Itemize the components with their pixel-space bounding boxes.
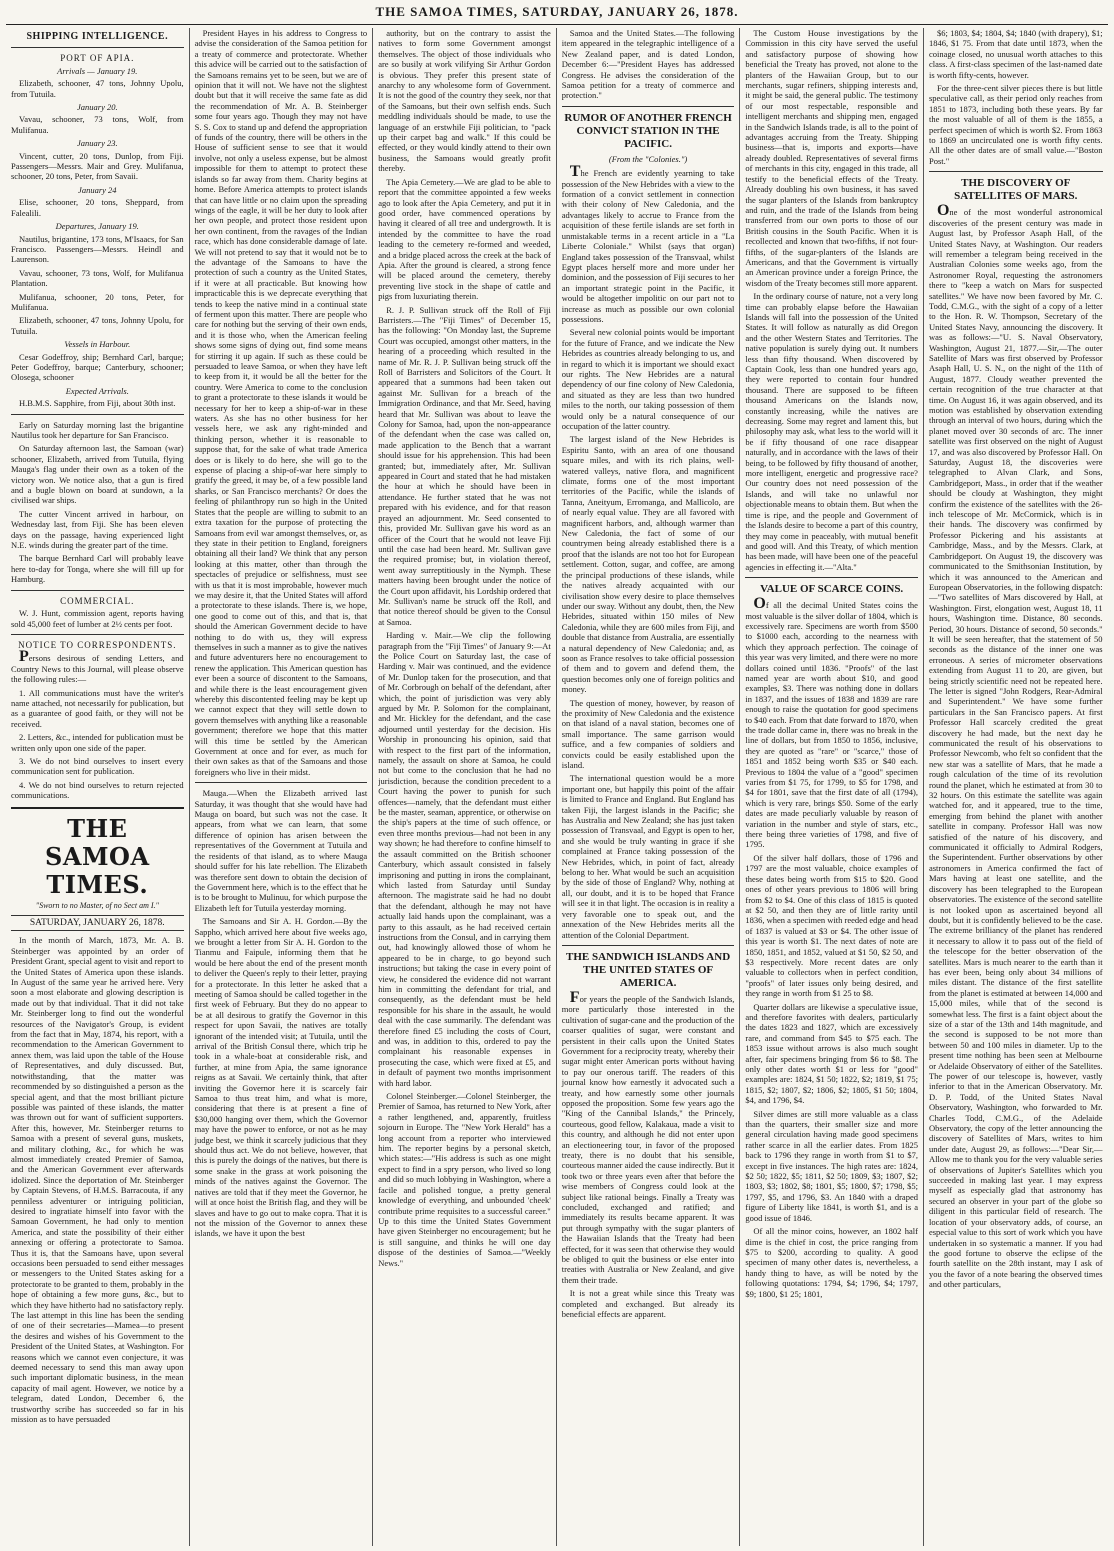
motto: "Sworn to no Master, of no Sect am I." — [35, 900, 159, 910]
column-4 — [557, 28, 741, 1546]
sandwich-text: For years the people of the Sandwich Islands, more particularly those interested in the cultivation of sugar-cane and the production of the coarser qualities of sugar, were constant and persistent in their calls upon the United States Government for a reciprocity treaty, whereby their sugar might enter American ports without having to pay our onerous tariff. The readers of this journal know how earnestly it advocated such a treaty, and how earnestly some other journals opposed the proposition. Some few years ago the "King of the Cannibal Islands," the Princely, courteous, good fellow, Kalakaua, made a visit to this country, and although he did not enter upon an electioneering tour, in favor of the proposed treaty, there is no doubt that his sensible, courteous manner aided the cause indirectly. But it took two or three years even after that before the wise members of Congress could look at the subject like rational beings. Finally a Treaty was concluded, exchanged and ratified; and immediately its results became apparent. It was put through sympathy with the sugar planters of the Hawaiian Islands that the Treaty had been effected, for it was seen that otherwise they would be obliged to quit the business or else enter into treaties with Australia or New Zealand, and give them their trade. — [561, 988, 735, 1285]
departure-entry: Mulifanua, schooner, 20 tons, Peter, for Mulifanua. — [11, 291, 184, 312]
top-rule — [6, 24, 1108, 25]
divider — [11, 47, 184, 48]
date-line: January 23. — [76, 138, 118, 149]
coins-continued: $6; 1803, $4; 1804, $4; 1840 (with drapery), $1; 1846, $1 75. From that date until 1873, when the coinage closed, no unusual worth attaches to this class. A first-class specimen of the last-named date is worth fifty-cents, however. — [928, 28, 1103, 80]
shipping-news: Early on Saturday morning last the brigantine Nautilus took her departure for San Francisco. — [11, 419, 184, 440]
editorial-text: In the month of March, 1873, Mr. A. B. Steinberger was appointed by an order of President Grant, special agent to visit and report to the United States of America upon these islands. In August of the same year he arrived here. Very soon a most elaborate and glowing description is made out by that individual. That it did not take Mr. Steinberger long to find out the wonderful resources of the Navigator's Group, is evident from the fact that in May, 1874, his report, with a recommendation to the American Government to annex them, was laid upon the table of the House of Representatives, and duly discussed. But, notwithstanding, that the matter was recommended by so distinguished a person as the special agent, and that the most brilliant picture possible was painted of these islands, the matter was thrown out for want of sufficient supporters. After this, however, Mr. Steinberger returns to Samoa with a present of several guns, muskets, and military clothing, &c., for which he was almost immediately created Premier of Samoa, and the American Government ever afterwards idolized. Since the deportation of Mr. Steinberger by Captain Stevens, of H.M.S. Barracouta, if any penniless adventurer or intriguing politician, desired to ingratiate himself into favor with the Samoan Government, he had only to mention America, and state the possibility of their either annexing or offering a protectorate to Samoa. Thus it is, that the Samoans have, upon several occasions been persuaded to send either messages or messengers to the United States asking for a protectorate to be granted to them, probably in the hope of obtaining a few more guns, &c., but to which they have hitherto had no satisfactory reply. The last attempt in this line has been the sending of one of their secretaries—Mamea—to present the desires and wishes of his Government to the President of the United States, at Washington. For reasons which we cannot even conjecture, it was deemed necessary to send this man away upon such important diplomatic business, in the mean capacity of mail agent. However, we notice by a telegram, dated London, December 6, the trustworthy scribe has succeeded so far in his mission as to have persuaded — [11, 935, 184, 1425]
departure-entry: Nautilus, brigantine, 173 tons, M'Isaacs, for San Francisco. Passengers—Messrs. Heindl and Laurenson. — [11, 233, 184, 265]
news-sullivan: R. J. P. Sullivan struck off the Roll of Fiji Barristers.—The "Fiji Times" of December 15, has the following: "On Monday last, the Supreme Court was occupied, amongst other matters, in the hearing of a proceeding which resulted in the name of Mr. R. J. P. Sullivan being struck off the Roll of Barristers and Solicitors of the Court. It appeared that a summons had been taken out against Mr. Sullivan for a breach of the Immigration Ordinance, and that Mr. Seed, having heard that Mr. Sullivan was about to leave the Colony for Samoa, had, upon the non-appearance of the defendant when the case was called on, made application to the Bench that a warrant should issue for his apprehension. This had been granted; but, immediately after, Mr. Sullivan appeared in Court and stated that he had mistaken the hour at which he should have been in attendance. He further stated that he was not prepared with his evidence, and for that reason prayed an adjournment. Mr. Seed consented to this, provided Mr. Sullivan gave his word as an officer of the Court that he would not leave Fiji until the case had been heard. Mr. Sullivan gave the required promise; but, in violation thereof, went away surreptitiously in the Nymph. These matters having been brought under the notice of the Court upon affidavit, his Lordship ordered that Mr. Sullivan's name be struck off the Roll, and that notice thereof should be given to the Consul at Samoa. — [378, 304, 551, 627]
notice-rule: 2. Letters, &c., intended for publication must be written only upon one side of the paper. — [11, 732, 184, 753]
arrival-entry: Vincent, cutter, 20 tons, Dunlop, from Fiji. Passengers—Messrs. Mair and Grey. Mulifanua, schooner, 20 tons, Peter, from Savaii. — [11, 150, 184, 182]
coins-heading: VALUE OF SCARCE COINS. — [760, 583, 904, 596]
commercial-heading: COMMERCIAL. — [60, 595, 135, 606]
divider — [11, 807, 184, 809]
coins-text: Of the silver half dollars, those of 1796 and 1797 are the most valuable, choice examples of these dates being worth from $15 to $20. Good ones of other years previous to 1806 will bring from $2 to $4. One of this class of 1815 is quoted at $2 50, and then they are of little rarity until 1836, when a specimen with reeded edge and head of 1837 is valued at $3 or $4. The other issue of this year is worth $1. The next dates of note are 1850, 1851, and 1852, valued at $1 50, $2 50, and $3 respectively. More recent dates are only valuable to collectors when in perfect condition, "proofs" of later issues only being desired, and they range in worth from $1 25 to $8. — [745, 852, 918, 999]
column-3 — [373, 28, 557, 1546]
coins-text: Of all the minor coins, however, an 1802 half dime is the chief in cost, the price ranging from $75 to $200, according to quality. A good specimen of many other dates is, nevertheless, a handy thing to have, as will be noted by the following quotations: 1794, $4; 1796, $4; 1797, $9; 1800, $1 25; 1801, — [745, 1226, 918, 1299]
date-line: January 20. — [76, 102, 118, 113]
divider — [11, 634, 184, 635]
date-line: January 24 — [78, 184, 117, 195]
dateline: SATURDAY, JANUARY 26, 1878. — [11, 915, 184, 931]
expected-heading: Expected Arrivals. — [65, 385, 129, 396]
coins-text: Silver dimes are still more valuable as a class than the quarters, their smaller size and more general circulation having made good specimens rather scarce in all the earlier dates. From 1825 back to 1796 they range in worth from $1 to $7, except in five instances. The high rates are: 1824, $2 50; 1822, $5; 1811, $2 50; 1809, $3; 1807, $2; 1803, $3; 1802, $8; 1801, $5; 1800, $7; 1798, $5; 1797, $5, and 1796, $3. An 1840 with a draped figure of Liberty like 1841, is worth $1, and is a good issue of 1846. — [745, 1108, 918, 1223]
notice-intro: Persons desirous of sending Letters, and Country News to this Journal, will please observe the following rules:— — [11, 648, 184, 685]
port-heading: PORT OF APIA. — [60, 53, 135, 64]
mars-text: One of the most wonderful astronomical discoveries of the present century was made in August last, by Professor Asaph Hall, of the United States Navy, at Washington. Our readers will remember a telegram being received in the Australian Colonies some weeks ago, from the Astronomer Royal, requesting the astronomers there to "keep a watch on Mars for suspected satellites." We have now been favored by Mr. C. Todd, C.M.G., with the sight of a copy of a letter to the Hon. R. W. Thompson, Secretary of the United States Navy, announcing the discovery. It was as follows:—"U. S. Naval Observatory, Washington, August 21, 1877.—Sir,—The outer Satellite of Mars was first observed by Professor Asaph Hall, U. S. N., on the night of the 11th of August, 1877. Cloudy weather prevented the certain recognition of the true character at that time. On August 16, it was again observed, and its motion was established by observation extending through an interval of two hours, during which the planet moved over 30 seconds of arc. The inner satellite was first observed on the night of August 17, and was also discovered by Professor Hall. On Saturday, August 18, the discoveries were telegraphed to Alvan Clark, and Sons, Cambridgeport, Mass., in order that if the weather should be cloudy at Washington, they might confirm the existence of the satellites with the 26-inch telescope of Mr. McCormick, which is in their hands. The discovery was confirmed by Professor Pickering and his assistants at Cambridge, Mass., and by the Messrs. Clark, at Cambridgeport. On August 19, the discovery was communicated to the Smithsonian Institution, by which it was announced to the American and European Observatories, in the following dispatch:—"Two satellites of Mars discovered by Hall, at Washington. First, elongation west, August 18, 11 hours, Washington time. Distance, 80 seconds. Period, 30 hours. Distance of second, 50 seconds." It will be seen hereafter, that the statement of 50 seconds as the distance of the inner one was erroneous. A series of micrometer observations extending from August 11 to 20, are given, but being strictly scientific need not be repeated here. The letter is signed "John Rodgers, Rear-Admiral and Superintendent." We have some further particulars in the San Francisco papers. At first Professor Hall scarcely credited the great discovery he had made, but the next day he communicated the result of his observations to Professor Newcomb, who felt so confident that the new star was a satellite of Mars, that he made a rough calculation of the time of its revolution round the planet, which he estimated at from 30 to 32 hours. On this estimate the satellite was again watched for, and it appeared, true to the time, emerging from behind the planet with another satellite in company. Professor Hall was now satisfied of the nature of his discovery, and communicated it officially to Admiral Rodgers, the Superintendent. Further observations by other astronomers in America confirmed the fact of Mars having at least one satellite, and the discovery has been telegraphed to the European observatories. The existence of the second satellite is not looked upon as ascertained beyond all doubt, but it is confidently believed to be the case. The extreme brilliancy of the planet has rendered it necessary to allow it to pass out of the field of the telescope for the better observation of the satellites. Mars is much nearer to the earth than it has ever been, being only about 34 millions of miles distant. The distance of the first satellite from the planet is estimated at between 14,000 and 15,000 miles, while that of the second is somewhat less. The first is a faint object about the size of a star of the 13th and 14th magnitude, and the second is supposed to be not more than between 50 and 100 miles in diameter. Up to the present time nothing has been seen at Melbourne or Adelaide Observatory of either of the Satellites. The power of our telescope is, however, vastly inferior to that in the American Observatory. Mr. D. P. Todd, of the United States Naval Observatory, Washington, who forwarded to Mr. Charles Todd, C.M.G., of the Adelaide Observatory, the copy of the letter announcing the discovery of Satellites of Mars, writes to him under date, August 29, as follows:—"Dear Sir,—Allow me to thank you for the very valuable series of observations of Jupiter's Satellites which you succeeded in making last year. I may express myself as especially glad that astronomy has secured an observer in your part of the globe so diligent in this particular field of research. The location of your observatory adds, of course, an especial value to this sort of work which you have undertaken in so systematic a manner. If you had the good fortune to observe the eclipse of the fourth satellite on the 28th instant, may I ask of you the favor of a note bearing the observed times and other particulars, — [928, 202, 1103, 1290]
commercial-text: W. J. Hunt, commission agent, reports having sold 45,000 feet of lumber at 2½ cents per foot. — [11, 608, 184, 629]
rumor-heading: RUMOR OF ANOTHER FRENCH CONVICT STATION IN THE PACIFIC. — [564, 111, 732, 150]
coins-text: Of all the decimal United States coins the most valuable is the silver dollar of 1804, which is excessively rare. Specimens are worth from $500 to $1000 each, according to the nearness with which they approach perfection. The coinage of this year was very limited, and there were no more dollars coined until 1836. "Proofs" of the last named year are worth about $10, and good examples, $3. There was nothing done in dollars in 1837, and the issues of 1838 and 1839 are rare enough to raise the quotation for good specimens to $40 each. From that date forward to 1870, when the trade dollar came in, there was no break in the line of dollars, but from 1850 to 1856, inclusive, they are quoted as "rare" or "scarce," those of 1851 and 1852 being worth $35 or $40 each. Previous to 1804 the value of a "good" specimen varies from $1 75, for 1799, to $5 for 1798, and $4 for 1801, save that the first date of all (1794), which is very rare, brings $50. Some of the early dates are made peculiarly valuable by reason of variation in the number and style of stars, etc., there being three varieties of 1798, and five of 1795. — [745, 595, 918, 850]
sandwich-text: It is not a great while since this Treaty was completed and exchanged. But already its beneficial effects are apparent. — [561, 1288, 735, 1320]
rumor-text: The French are evidently yearning to take possession of the New Hebrides with a view to the formation of a convict settlement in connection with their colony of New Caledonia, and the advantages likely to accrue to France from the acquisition of these fertile islands are set forth in unmistakable terms in a recent article in a "La Liberte Coloniale." Whilst (says that organ) England takes possession of the Transvaal, whilst Egypt places herself more and more under her dominion, and the possession of Fiji secures to her an important strategic point in the Pacific, it would be altogether impolitic on our part not to increase as much as possible our own colonial possessions. — [561, 163, 735, 324]
harbour-list: Cesar Godeffroy, ship; Bernhard Carl, barque; Peter Godeffroy, barque; Canterbury, schooner; Olosega, schooner — [11, 351, 184, 383]
mars-heading: THE DISCOVERY OF SATELLITES OF MARS. — [954, 177, 1078, 203]
sandwich-continued: The Custom House investigations by the Commission in this city have served the useful and satisfactory purpose of showing how beneficial the Treaty has proved, not alone to the planters of the Hawaiian Group, but to our merchants, sugar refiners, shipping interests and, it might be said, the general public. The testimony of our most respectable, responsible and intelligent merchants and shipping men, engaged in the Sandwich Islands trade, is all to the point of advantages accruing from the Treaty. Shipping business—that is, imports and exports—have already doubled. Representatives of several firms of merchants in this city, engaged in this trade, all testify to the beneficial effects of the Treaty. Already doubling his own business, it has saved the sugar planters of the Islands from bankruptcy and ruin, and the trade of the Islands from being transferred from our own ports to those of our British cousins in the South Pacific. When it is recollected and known that two-fifths, if not four-fifths, of the sugar-planters of the Islands are Americans, and that the Government is virtually an American province under a foreign Prince, the wisdom of the Treaty becomes still more apparent. — [745, 28, 918, 288]
editorial-continued: President Hayes in his address to Congress to advise the consideration of the Samoa petition for a treaty of commerce and protectorate. Whether this advice will be carried out to the satisfaction of the Samoans remains yet to be seen, but we are of opinion that it will not. We have not the slightest doubt but that it will receive the same fate as did the recommendation of Mr. A. B. Steinberger some four years ago. Though they may not have S. S. Cox to stand up and defend the appropriation of funds of the country, there will be others in the House of sufficient sense to see that it would involve, not only a useless expense, but be almost impossible for them to attempt to protect these islands so far away from them. Charity begins at home. Before America attempts to protect islands that can have little or no claim upon the spreading wings of the eagle, it will be her duty to look after her own people, and protect those resident upon her own continent, from the ravages of the Indian race, which has done considerable damage of late. We will not pretend to say that it would not be to the advantage of the Samoans to have the protection of such a country as the United States, if it were at all practicable. But knowing how impracticable this is we deprecate everything that tends to keep the native mind in a continual state of ferment upon this matter. There are people who care for nothing but the serving of their own ends, and it is those who, when the American feeling shows some signs of dying out, find some means for stirring it up again. If such as these could be persuaded to leave Samoa, or when they have left to keep from it, it would be all the better for the country. Were America to come to the conclusion to grant a protectorate to these islands it would be necessary for her to keep a ship-of-war in these waters. As she has no other business for her vessels here, we ask any right-minded and thinking person, whether it is reasonable to suppose that, for the sake of what trade America does or is likely to do here, she will go to the expense of placing a ship-of-war here simply to gratify the greed, it may be, of a few possible land sharks, or San Francisco merchants? Or does the feeling of philanthropy run so high in the United States that the people are willing to submit to an extra taxation for the purpose of protecting the Samoans from evil war amongst themselves, or, as they state in their petition to England, foreigners obtaining all their land? We think that any person looking at this matter, other than through the spectacles of prejudice or selfishness, must see with us that it is most improbable, however much we may desire it, that the United States will afford a protectorate to these islands. There is, we hope, one good to come out of this, and that is, that should the American Government decide to have nothing to do with us, they will express themselves in such a manner as to give the natives and future adventurers here no encouragement to renew the application. This American question has ever been a source of discontent to the Samoans, and while there is the least encouragement given whereby this discontented feeling may be kept up we cannot expect that they will settle down to govern themselves with anything like a reasonable government; therefore we hope that this matter will this time be settled by the American Government at once and for ever, as much for their own sakes as that of the Samoans and those foreigners who live in their midst. — [194, 28, 368, 777]
notice-rule: 4. We do not bind ourselves to return rejected communications. — [11, 779, 184, 801]
column-container — [6, 28, 1108, 1546]
rumor-text: The question of money, however, by reason of the proximity of New Caledonia and the existence on that island of a naval station, becomes one of small importance. The same garrison would suffice, and a few companies of soldiers and convicts could be easily established upon the island. — [561, 697, 735, 770]
column-1 — [6, 28, 190, 1546]
shipping-news: The cutter Vincent arrived in harbour, on Wednesday last, from Fiji. She has been eleven days on the passage, having experienced light N.E. winds during the greater part of the time. — [11, 508, 184, 551]
arrival-entry: Vavau, schooner, 73 tons, Wolf, from Mulifanua. — [11, 114, 184, 135]
shipping-news: The barque Bernhard Carl will probably leave here to-day for Tonga, where she will fill up for Hamburg. — [11, 553, 184, 585]
departure-entry: Vavau, schooner, 73 tons, Wolf, for Mulifanua Plantation. — [11, 267, 184, 289]
notice-rule: 3. We do not bind ourselves to insert every communication sent for publication. — [11, 755, 184, 777]
harbour-heading: Vessels in Harbour. — [64, 339, 131, 350]
divider — [929, 171, 1103, 172]
departures-heading: Departures, January 19. — [55, 221, 139, 232]
sandwich-heading: THE SANDWICH ISLANDS AND THE UNITED STATES OF AMERICA. — [566, 950, 731, 989]
expected-entry: H.B.M.S. Sapphire, from Fiji, about 30th inst. — [19, 398, 176, 409]
divider — [195, 782, 368, 783]
divider — [745, 577, 918, 578]
departure-entry: Elizabeth, schooner, 47 tons, Johnny Upolu, for Tutuila. — [11, 315, 184, 336]
shipping-heading: SHIPPING INTELLIGENCE. — [26, 31, 169, 42]
divider — [11, 590, 184, 591]
rumor-text: The international question would be a more important one, but happily this point of the affair is limited to France and England. But England has taken Fiji, the largest islands in the Pacific; she has Australia and New Zealand; she has just taken possession of Transvaal, and Egypt is open to her, and she would be truly wanting in grace if she complained at France taking possession of the New Hebrides, which, in point of fact, already belong to her. What would be such an acquisition by the side of those of England? Why, nothing at all, our doubt, and it is to be hoped that France will see it in that light. The occasion is in reality a very favorable one to speak out, and the annexation of the New Hebrides merits all the attention of the Colonial Department. — [561, 773, 735, 940]
news-mauga: Mauga.—When the Elizabeth arrived last Saturday, it was thought that she would have had Mauga on board, but such was not the case. It appears, from what we can learn, that some difference of opinion has arisen between the representatives of the Government at Tutuila and the residents of that island, as to where Mauga should suffer for his late rebellion. The Elizabeth was therefore sent down to obtain the decision of the Government here, which is to the effect that he is to be brought to Mulinuu, for which purpose the Elizabeth left for Tutuila yesterday morning. — [194, 788, 368, 913]
news-samoa-us: Samoa and the United States.—The following item appeared in the telegraphic intelligence of a New Zealand paper, and is dated London, December 6:—"President Hayes has addressed Congress. He advises the consideration of the Samoa petition for a treaty of commerce and protection." — [561, 28, 735, 101]
news-cemetery: The Apia Cemetery.—We are glad to be able to report that the committee appointed a few weeks ago to look after the Apia Cemetery, and put it in good order, have commenced operations by having it cleared of all tree and undergrowth. It is intended by the committee to have the road leading to the cemetery re-formed and weeded, and a bridge placed across the creek at the back of Apia. After the ground is cleared, a strong fence will be placed around the cemetery, thereby preventing live stock in the shape of cattle and pigs from luxuriating therein. — [378, 176, 551, 302]
column-2 — [190, 28, 374, 1546]
column-6 — [924, 28, 1108, 1546]
coins-continued: For the three-cent silver pieces there is but little speculative call, as their period only reaches from 1851 to 1873, including both these years. By far the most valuable of all of them is the 1855, a perfect specimen of which is worth $2. From 1863 to 1869 an uncirculated one is worth fifty cents. All the other dates are of small value.—"Boston Post." — [928, 83, 1103, 166]
notice-heading: NOTICE TO CORRESPONDENTS. — [18, 639, 177, 650]
running-head: THE SAMOA TIMES, SATURDAY, JANUARY 26, 1878. — [375, 4, 739, 19]
nameplate: THE SAMOA TIMES. — [45, 813, 150, 899]
divider — [562, 106, 735, 107]
rumor-text: The largest island of the New Hebrides is Espiritu Santo, with an area of one thousand square miles, and with its rich plains, well-watered valleys, native flora, and magnificent climate, forms one of the most important territories of the Pacific, while the islands of Tanna, Aneityum, Erromanga, and Mallicolo, are of nearly equal value. They are all favored with magnificent harbors, and, although warmer than New Caledonia, the fact of some of our countrymen being already established there is a proof that the islands are not too hot for European settlement. Cotton, sugar, and coffee, are among the principal productions of these islands, while the natives already acquainted with our civilisation show every desire to place themselves under our sway. Without any doubt, then, the New Hebrides, situated within 150 miles of New Caledonia, while they are 600 miles from Fiji, and double that distance from Australia, are essentially a natural dependency of New Caledonia; and, as soon as France resolves to take official possession of them and to govern and defend them, the question becomes only one of foreign politics and money. — [561, 434, 735, 695]
column-5 — [740, 28, 924, 1546]
arrival-entry: Elizabeth, schooner, 47 tons, Johnny Upolu, from Tutuila. — [11, 78, 184, 99]
news-harding-mair: Harding v. Mair.—We clip the following paragraph from the "Fiji Times" of January 9:—At the Police Court on Saturday last, the case of Harding v. Mair was continued, and the evidence of Mr. Dunlop taken for the prosecution, and that of Mr. Corbrough on behalf of the defendant, after which, the point of jurisdiction was very ably argued by Mr. P. Solomon for the complainant, and Mr. Hickley for the defendant, and the case adjourned until yesterday for the decision. His Worship in pronouncing his opinion, said that with respect to the first part of the information, namely, the assault on shore at Samoa, he could not but come to the conclusion that he had no jurisdiction, because the condition precedent to a Court having the power to punish for such offences—namely, that the defendant must either be the master, seaman, apprentice, or otherwise on the ship's papers at the time of such offence, or even three months previous—had not been in any way shown; he had therefore to confine himself to the assault committed on the British schooner Canterbury, which assault consisted in falsely imprisoning and putting in irons the complainant, which lasted from Saturday until Sunday afternoon. The magistrate said he had no doubt that the defendant, although he may not have actually laid hands upon the complainant, was a party to this assault, as he had received certain instructions from the Consul, and in carrying them out, had knowingly allowed those of whom he appeared to be in charge, to go beyond such instructions; but taking the case in every point of view, he considered the evidence did not warrant him in committing the defendant for trial, and consequently, as the defendant must be held responsible for his share in the assault, he would deal with the case summarily. The defendant was therefore fined £5 including the costs of Court, and was, in addition to this, ordered to pay the complainant his reasonable expenses in prosecuting the case, which were fixed at £5, and in default of payment two months imprisonment with hard labor. — [378, 630, 551, 1088]
news-gordon-continued: authority, but on the contrary to assist the natives to form some Government amongst themselves. The object of those individuals who are so busily at work vilifying Sir Arthur Gordon is obvious. They prefer this present state of anarchy to any wholesome form of Government. It is not the good of the country they seek, nor that of the Samoans, but their own selfish ends. Such meddling individuals should be made, to use the language of an erstwhile Fiji politician, to "pack up their carpet bag and walk." If this could be effected, or they would kindly attend to their own business, the Samoans would greatly profit thereby. — [378, 28, 551, 174]
divider — [562, 945, 735, 946]
sandwich-continued: In the ordinary course of nature, not a very long time can probably elapse before the Hawaiian Islands will fall into the possession of the United States. It will follow as naturally as did Oregon and the other Western States and Territories. The native population is surely dying out. It numbers less than fifty thousand. When discovered by Captain Cook, less than one hundred years ago, they were reported to contain four hundred thousand. There are supposed to be fifteen thousand Americans on the Islands now, constantly increasing, while the natives are decreasing. Some may regret and lament this, but philosophy may ask, what less to the world will it be if fifty thousand of one race disappear naturally, and in accordance with the laws of their being, to be followed by fifty thousand of another, more intelligent, energetic and progressive race? Our country does not need possession of the Islands, and will take no unlawful nor objectionable means to obtain them. But when the time is ripe, and the people and Government of the Islands desire to become a part of this country, they may come in peaceably, with mutual benefit and good will. And this Treaty, of which mention has been made, will have been one of the peaceful agencies in effecting it.—"Alta." — [745, 291, 918, 572]
coins-text: Quarter dollars are likewise a speculative issue, and therefore favorites with dealers, particularly the dates 1823 and 1827, which are excessively rare, and command from $45 to $75 each. The 1853 issue without arrows is also much sought after, fair specimens bringing from $6 to $8. The only other dates worth $1 or less for "good" examples are: 1824, $1 50; 1822, $2; 1819, $1 75; 1815, $2; 1807, $2; 1806, $2; 1805, $1 50; 1804, $4, and 1796, $4. — [745, 1001, 918, 1106]
rumor-source: (From the "Colonies.") — [608, 153, 688, 164]
arrival-entry: Elise, schooner, 20 tons, Sheppard, from Falealili. — [11, 197, 184, 218]
divider — [11, 414, 184, 415]
news-steinberger: Colonel Steinberger.—Colonel Steinberger, the Premier of Samoa, has returned to New York, after a rather lengthened, and, apparently, fruitless sojourn in Europe. The "New York Herald" has a long account from a reporter who interviewed him. The reporter begins by a personal sketch, which states:—"His address is such as one might expect to find in a spry person, who lived so long and did so much lobbying in Washington, where a facile and polished tongue, a pretty general knowledge of everything, and unbounded 'cheek' contribute prime requisites to a successful career." Up to this time the United States Government have given Steinberger no encouragement; but he is still sanguine, and thinks he will one day dispose of the destinies of Samoa.—"Weekly News." — [378, 1091, 551, 1268]
arrivals-heading: Arrivals — January 19. — [57, 65, 138, 76]
rumor-text: Several new colonial points would be important for the future of France, and we indicate the New Hebrides as countries already belonging to us, and in regard to which it is important we should exact our rights. The New Hebrides are a natural dependency of our fine colony of New Caledonia, and situated as they are less than two hundred miles to the north, our taking possession of them would only be a natural consequence of our occupation of the latter country. — [561, 327, 735, 431]
news-gordon: The Samoans and Sir A. H. Gordon.—By the Sappho, which arrived here about five weeks ago, we brought a letter from Sir A. H. Gordon to the Tianmu and Faipule, informing them that he would be here about the end of the present month to deliver the Queen's reply to their letter, praying for a protectorate. In this letter he asked that a meeting of Samoa should be called together in the first week of February. But they do no appear to be at all desirous to gratify the Governor in this respect for upon Savaii, the natives are totally ignorant of the intended visit; at Tutuila, until the arrival of the British Consul there, which trip he took in a whale-boat at considerable risk, and further, at mine from Apia, the same ignorance reigns as at Savaii. We certainly think, that after inviting the Governor here it is scarcely fair Samoa to thus treat him, and what is more, considering that there is at present a fine of $30,000 hanging over them, which the Governor may have the power to enforce, or not as he may judge best, we think it scarcely judicious that they should thus act. We do not believe, however, that this is purely the doings of the natives, but there is some snake in the grass at work poisoning the minds of the natives against the Governor. The natives are told that if they meet the Governor, he will at once hoist the British flag, and they will be slaves and have to go out to make copra. That it is not the mission of the Governor to annex these islands, we have it upon the best — [194, 916, 368, 1239]
shipping-news: On Saturday afternoon last, the Samoan (war) schooner, Elizabeth, arrived from Tutuila, flying Mauga's flag under their own as a token of the victory won. We notice also, that a gun is fired and a bugle blown on board at sundown, a la civilised war ships. — [11, 443, 184, 506]
notice-rule: 1. All communications must have the writer's name attached, not necessarily for publication, but as a guarantee of good faith, or they will not be received. — [11, 687, 184, 729]
